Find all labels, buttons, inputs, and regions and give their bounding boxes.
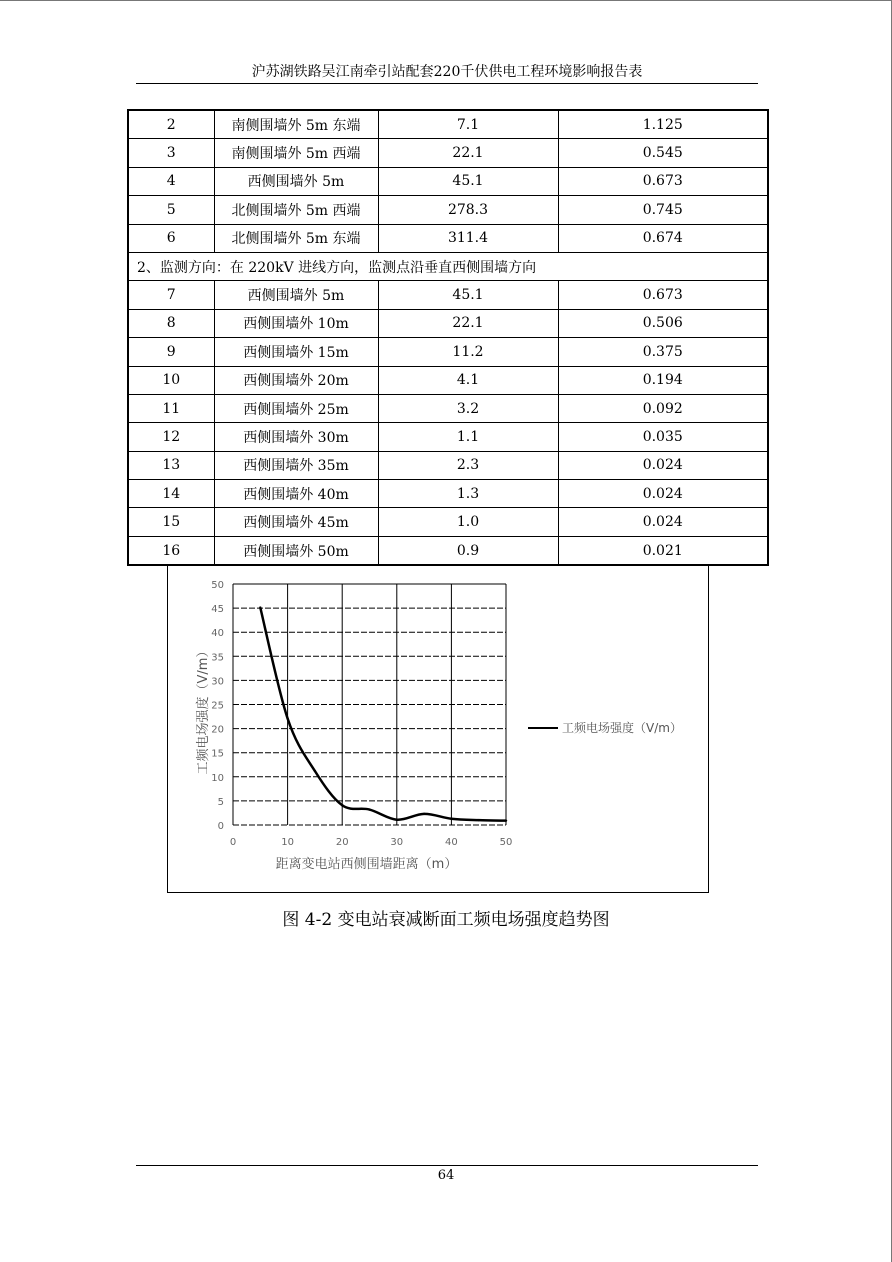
electric-field-value: 7.1 <box>378 110 558 139</box>
table-row <box>128 423 768 451</box>
electric-field-value: 1.3 <box>378 480 558 508</box>
point-number: 4 <box>128 167 214 195</box>
point-location: 西侧围墙外 30m <box>214 423 378 451</box>
magnetic-field-value: 0.545 <box>558 139 768 167</box>
point-number: 13 <box>128 451 214 479</box>
electric-field-value: 45.1 <box>378 167 558 195</box>
electric-field-value: 22.1 <box>378 309 558 337</box>
data-point <box>259 606 261 608</box>
table-row <box>128 536 768 565</box>
x-tick-label: 20 <box>335 837 349 848</box>
footer-rule <box>136 1165 758 1166</box>
y-axis-title: 工频电场强度（V/m） <box>196 644 211 775</box>
electric-field-value: 2.3 <box>378 451 558 479</box>
chart-frame <box>167 566 709 893</box>
y-tick-label: 20 <box>211 724 224 736</box>
y-tick-label: 5 <box>217 796 224 808</box>
data-point <box>450 818 452 820</box>
point-number: 7 <box>128 281 214 309</box>
magnetic-field-value: 0.506 <box>558 309 768 337</box>
electric-field-value: 11.2 <box>378 338 558 366</box>
figure-caption: 图 4-2 变电站衰减断面工频电场强度趋势图 <box>282 910 610 930</box>
data-point <box>286 717 288 719</box>
data-point <box>505 819 507 821</box>
monitoring-table <box>127 109 769 566</box>
point-number: 12 <box>128 423 214 451</box>
point-number: 11 <box>128 394 214 422</box>
table-row <box>128 167 768 195</box>
point-location: 西侧围墙外 5m <box>214 281 378 309</box>
point-location: 西侧围墙外 40m <box>214 480 378 508</box>
magnetic-field-value: 0.021 <box>558 536 768 565</box>
table-row <box>128 110 768 139</box>
x-tick-label: 40 <box>445 837 458 848</box>
x-tick-label: 30 <box>390 837 404 848</box>
table-row <box>128 480 768 508</box>
y-tick-label: 30 <box>211 676 224 688</box>
point-location: 西侧围墙外 20m <box>214 366 378 394</box>
page-top-border <box>0 0 892 1</box>
electric-field-value: 45.1 <box>378 281 558 309</box>
point-location: 西侧围墙外 35m <box>214 451 378 479</box>
point-location: 西侧围墙外 25m <box>214 394 378 422</box>
magnetic-field-value: 0.092 <box>558 394 768 422</box>
point-number: 10 <box>128 366 214 394</box>
electric-field-value: 22.1 <box>378 139 558 167</box>
point-location: 西侧围墙外 45m <box>214 508 378 536</box>
table-row <box>128 281 768 309</box>
point-number: 2 <box>128 110 214 139</box>
electric-field-value: 1.1 <box>378 423 558 451</box>
table-row <box>128 338 768 366</box>
magnetic-field-value: 0.673 <box>558 167 768 195</box>
y-tick-label: 10 <box>211 772 224 784</box>
data-point <box>368 808 370 810</box>
y-tick-label: 15 <box>211 748 224 760</box>
point-number: 3 <box>128 139 214 167</box>
legend-label: 工频电场强度（V/m） <box>562 721 682 735</box>
table-row <box>128 309 768 337</box>
electric-field-value: 1.0 <box>378 508 558 536</box>
table-row <box>128 508 768 536</box>
y-tick-label: 45 <box>211 604 224 616</box>
x-tick-label: 0 <box>229 837 237 848</box>
magnetic-field-value: 0.035 <box>558 423 768 451</box>
magnetic-field-value: 0.375 <box>558 338 768 366</box>
point-number: 6 <box>128 224 214 252</box>
y-tick-label: 40 <box>211 628 224 640</box>
table-row <box>128 451 768 479</box>
point-number: 15 <box>128 508 214 536</box>
point-location: 南侧围墙外 5m 西端 <box>214 139 378 167</box>
point-location: 西侧围墙外 15m <box>214 338 378 366</box>
header-rule <box>136 83 758 84</box>
x-axis-title: 距离变电站西侧围墙距离（m） <box>275 857 458 872</box>
electric-field-value: 0.9 <box>378 536 558 565</box>
magnetic-field-value: 1.125 <box>558 110 768 139</box>
magnetic-field-value: 0.024 <box>558 508 768 536</box>
table-row <box>128 139 768 167</box>
magnetic-field-value: 0.024 <box>558 451 768 479</box>
y-tick-label: 25 <box>211 700 224 712</box>
data-point <box>423 813 425 815</box>
point-location: 南侧围墙外 5m 东端 <box>214 110 378 139</box>
point-number: 8 <box>128 309 214 337</box>
series-line <box>260 608 506 821</box>
magnetic-field-value: 0.024 <box>558 480 768 508</box>
point-number: 16 <box>128 536 214 565</box>
electric-field-value: 311.4 <box>378 224 558 252</box>
table-row <box>128 366 768 394</box>
magnetic-field-value: 0.674 <box>558 224 768 252</box>
x-tick-label: 50 <box>499 837 513 848</box>
page-number: 64 <box>437 1168 455 1183</box>
data-point <box>341 804 343 806</box>
header-title: 沪苏湖铁路吴江南牵引站配套220千伏供电工程环境影响报告表 <box>251 64 643 80</box>
electric-field-value: 3.2 <box>378 394 558 422</box>
magnetic-field-value: 0.745 <box>558 196 768 224</box>
y-tick-label: 50 <box>211 580 224 591</box>
data-point <box>396 818 398 820</box>
point-location: 北侧围墙外 5m 东端 <box>214 224 378 252</box>
point-location: 北侧围墙外 5m 西端 <box>214 196 378 224</box>
electric-field-value: 4.1 <box>378 366 558 394</box>
table-row <box>128 196 768 224</box>
y-tick-label: 35 <box>211 652 224 664</box>
x-tick-label: 10 <box>281 837 294 848</box>
magnetic-field-value: 0.673 <box>558 281 768 309</box>
point-location: 西侧围墙外 5m <box>214 167 378 195</box>
table-row <box>128 394 768 422</box>
electric-field-value: 278.3 <box>378 196 558 224</box>
section-note-row <box>128 252 768 280</box>
point-location: 西侧围墙外 10m <box>214 309 378 337</box>
table-row <box>128 224 768 252</box>
data-point <box>314 770 316 772</box>
magnetic-field-value: 0.194 <box>558 366 768 394</box>
section-note: 2、监测方向：在 220kV 进线方向，监测点沿垂直西侧围墙方向 <box>128 252 768 280</box>
point-number: 5 <box>128 196 214 224</box>
data-point <box>478 819 480 821</box>
point-location: 西侧围墙外 50m <box>214 536 378 565</box>
point-number: 9 <box>128 338 214 366</box>
point-number: 14 <box>128 480 214 508</box>
y-tick-label: 0 <box>217 821 224 832</box>
electric-field-chart <box>168 566 708 892</box>
